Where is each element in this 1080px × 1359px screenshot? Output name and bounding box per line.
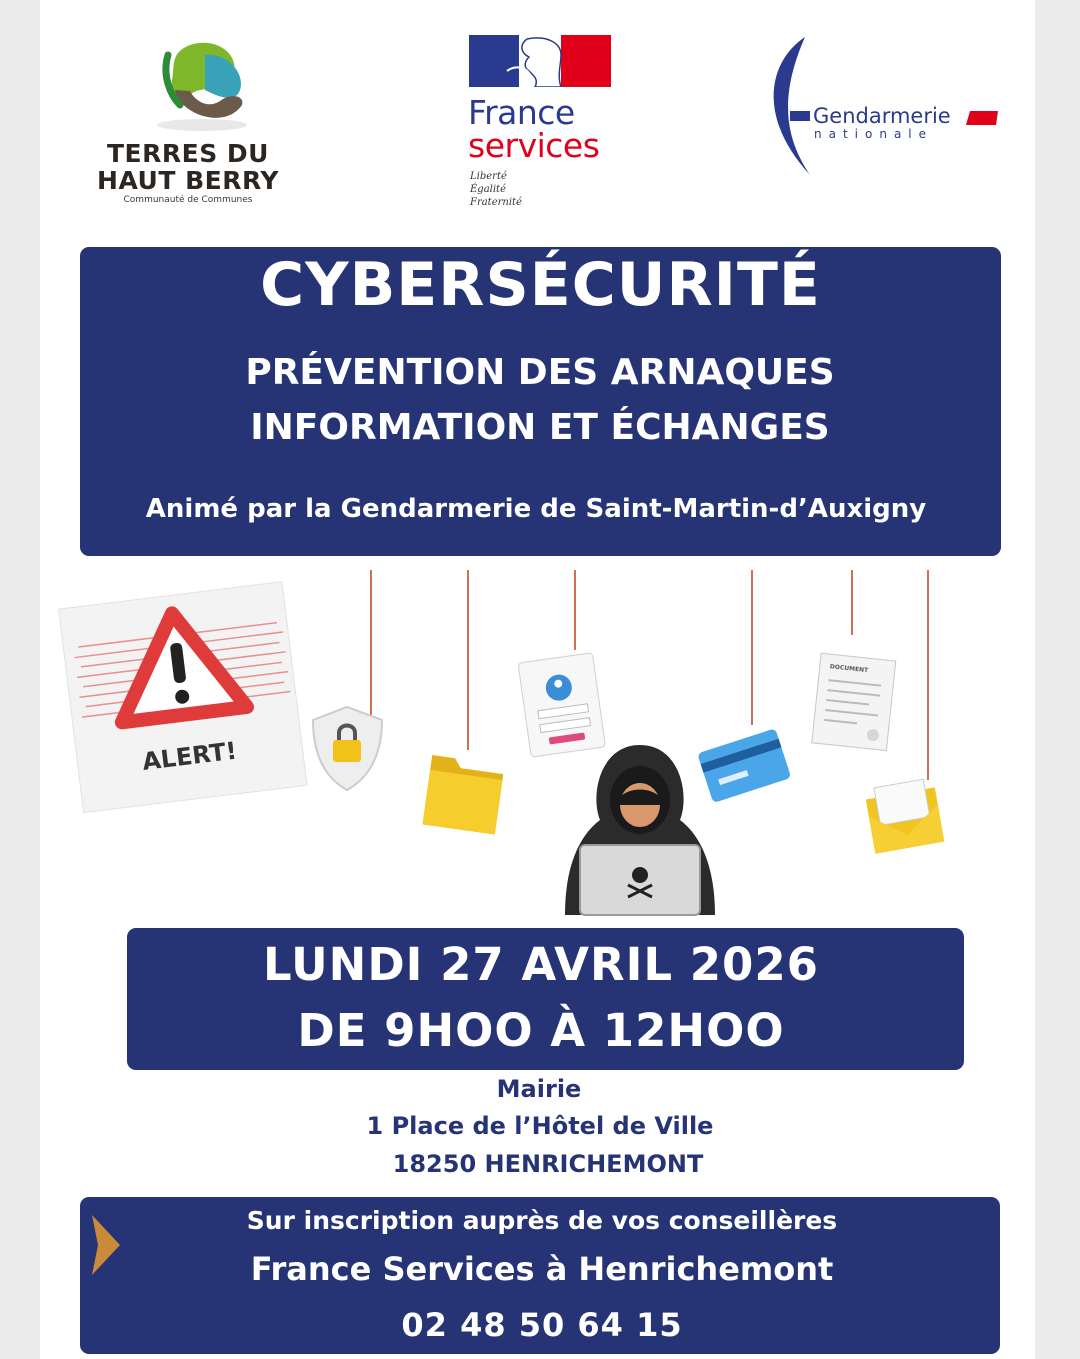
subtitle-prevention: PRÉVENTION DES ARNAQUES <box>245 352 835 393</box>
thb-subtitle: Communauté de Communes <box>123 195 253 205</box>
gendarmerie-word2: nationale <box>814 127 934 141</box>
terres-du-haut-berry-logo <box>150 35 255 135</box>
registration-line2: France Services à Henrichemont <box>250 1250 834 1288</box>
republic-motto <box>470 170 522 209</box>
address-place: Mairie <box>496 1075 582 1103</box>
phishing-illustration <box>55 565 1025 925</box>
registration-phone: 02 48 50 64 15 <box>401 1306 683 1344</box>
alert-label: ALERT! <box>140 736 239 776</box>
motto-liberte: Liberté <box>470 171 507 182</box>
subtitle-information: INFORMATION ET ÉCHANGES <box>250 407 830 448</box>
marianne-flag-icon <box>469 35 611 87</box>
alert-card <box>59 582 307 813</box>
registration-line1: Sur inscription auprès de vos conseillères <box>246 1206 838 1235</box>
thb-line2: HAUT BERRY <box>97 166 279 195</box>
hacker-icon <box>565 745 715 915</box>
document-icon <box>812 653 896 750</box>
shield-lock-icon <box>313 707 382 790</box>
france-services-word2: services <box>468 126 600 165</box>
folder-icon <box>422 755 504 834</box>
event-time: DE 9HOO À 12HOO <box>297 1004 785 1057</box>
thb-line1: TERRES DU <box>107 139 269 168</box>
france-services-word1: France <box>468 93 575 132</box>
address-street: 1 Place de l’Hôtel de Ville <box>366 1112 714 1140</box>
credit-card-icon <box>697 728 791 803</box>
event-date: LUNDI 27 AVRIL 2026 <box>263 938 819 991</box>
motto-egalite: Égalité <box>470 184 506 195</box>
address-city: 18250 HENRICHEMONT <box>392 1150 704 1178</box>
envelope-icon <box>864 777 944 853</box>
motto-fraternite: Fraternité <box>470 197 522 208</box>
poster-title: CYBERSÉCURITÉ <box>260 250 821 320</box>
gendarmerie-word1: Gendarmerie <box>813 104 951 128</box>
login-form-icon <box>518 653 605 758</box>
animated-by-text: Animé par la Gendarmerie de Saint-Martin-d’Auxigny <box>145 494 927 524</box>
document-label: DOCUMENT <box>829 663 869 675</box>
